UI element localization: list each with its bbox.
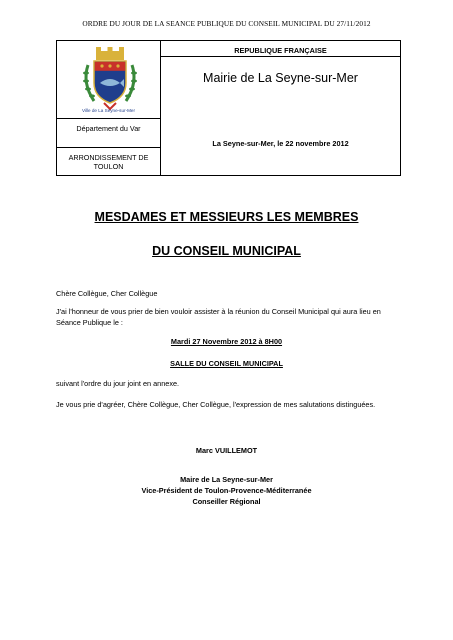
letterhead-left-column <box>57 41 161 175</box>
signatory-name: Marc VUILLEMOT <box>195 446 258 455</box>
addressee-title-line1: MESDAMES ET MESSIEURS LES MEMBRES <box>94 210 359 224</box>
signatory-title-3: Conseiller Régional <box>192 497 261 506</box>
signatory-title-2: Vice-Président de Toulon-Provence-Méditerranée <box>141 486 312 495</box>
city-crest-logo <box>78 45 142 111</box>
letterhead-right-column <box>161 41 400 175</box>
closing-formula: Je vous prie d'agréer, Chère Collègue, Cher Collègue, l'expression de mes salutations distinguées. <box>56 400 376 409</box>
addressee-title-line2: DU CONSEIL MUNICIPAL <box>152 244 301 258</box>
meeting-date: Mardi 27 Novembre 2012 à 8H00 <box>170 337 283 346</box>
salutation: Chère Collègue, Cher Collègue <box>56 289 158 298</box>
crest-caption: Ville de La Seyne-sur-Mer <box>81 108 136 113</box>
letter-date: La Seyne-sur-Mer, le 22 novembre 2012 <box>212 139 349 148</box>
republique-label: REPUBLIQUE FRANÇAISE <box>234 46 327 55</box>
departement-label: Département du Var <box>57 119 160 148</box>
invitation-paragraph: J'ai l'honneur de vous prier de bien vouloir assister à la réunion du Conseil Municipal qui aura lieu en Séance Publique le : <box>56 307 381 327</box>
document-header: ORDRE DU JOUR DE LA SEANCE PUBLIQUE DU CONSEIL MUNICIPAL DU 27/11/2012 <box>82 19 371 28</box>
mairie-title: Mairie de La Seyne-sur-Mer <box>203 71 358 85</box>
logo-cell <box>57 41 160 119</box>
signatory-title-1: Maire de La Seyne-sur-Mer <box>180 475 273 484</box>
arrondissement-label: ARRONDISSEMENT DE TOULON <box>68 153 149 171</box>
divider <box>161 56 400 57</box>
letterhead-table <box>56 40 401 176</box>
annex-note: suivant l'ordre du jour joint en annexe. <box>56 379 180 388</box>
meeting-place: SALLE DU CONSEIL MUNICIPAL <box>170 359 283 368</box>
